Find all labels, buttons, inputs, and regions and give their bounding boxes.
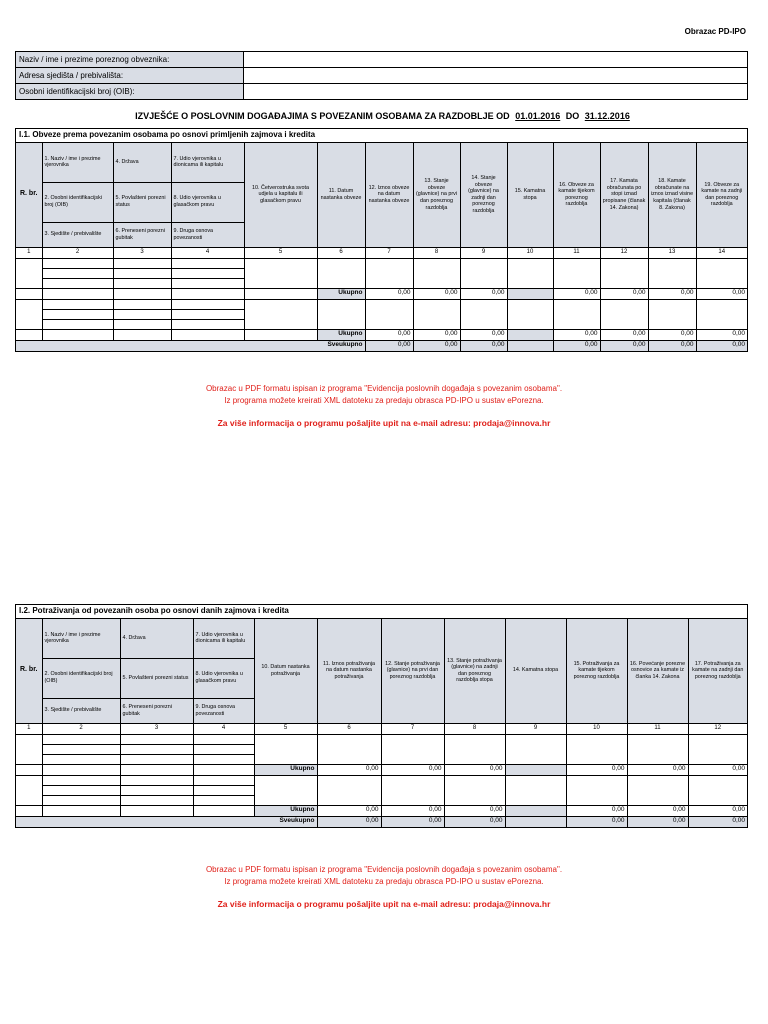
data-cell[interactable] [42, 785, 120, 795]
data-cell [505, 816, 566, 827]
subtotal-row [16, 764, 747, 775]
residence-header: 3. Sjedište / prebivalište [42, 698, 120, 723]
data-cell[interactable] [460, 299, 507, 329]
data-cell[interactable] [113, 319, 171, 329]
grand-total-value: 0,00 [627, 816, 688, 827]
subtotal-value: 0,00 [444, 764, 505, 775]
data-cell [507, 329, 553, 340]
column-number: 6 [317, 247, 365, 258]
data-cell[interactable] [42, 775, 120, 785]
column-number: 1 [16, 723, 42, 734]
col11-header: 11. Iznos potraživanja na datum nastanka potraživanja [317, 619, 381, 723]
column-number-row [16, 723, 747, 734]
column-number: 1 [16, 247, 42, 258]
data-cell [16, 329, 42, 340]
data-cell[interactable] [317, 258, 365, 288]
data-cell[interactable] [244, 258, 317, 288]
col14-header: 14. Stanje obveze (glavnice) na zadnji dan poreznog razdoblja [460, 143, 507, 247]
grand-total-value: 0,00 [365, 340, 413, 351]
data-cell [42, 288, 113, 299]
grand-total-value: 0,00 [460, 340, 507, 351]
column-number: 3 [120, 723, 193, 734]
subtotal-value: 0,00 [444, 805, 505, 816]
data-cell [193, 764, 254, 775]
taxpayer-name-field[interactable] [244, 52, 748, 68]
subtotal-value: 0,00 [648, 329, 696, 340]
subtotal-value: 0,00 [381, 805, 444, 816]
subtotal-value: 0,00 [365, 288, 413, 299]
column-number: 12 [688, 723, 747, 734]
col10-header: 10. Četverostruka svota udjela u kapitalu ili glasačkom pravu [244, 143, 317, 247]
data-cell [171, 329, 244, 340]
data-cell[interactable] [113, 299, 171, 309]
column-number: 7 [381, 723, 444, 734]
data-cell[interactable] [171, 278, 244, 288]
data-cell[interactable] [381, 775, 444, 805]
data-cell[interactable] [365, 299, 413, 329]
data-cell[interactable] [696, 258, 747, 288]
data-cell [120, 764, 193, 775]
share-capital-header: 7. Udio vjerovnika u dionicama ili kapitalu [171, 143, 244, 182]
data-cell[interactable] [507, 299, 553, 329]
column-number: 5 [244, 247, 317, 258]
data-cell[interactable] [42, 268, 113, 278]
data-cell[interactable] [171, 268, 244, 278]
column-number-row [16, 247, 747, 258]
subtotal-value: 0,00 [381, 764, 444, 775]
subtotal-value: 0,00 [627, 764, 688, 775]
grand-total-value: 0,00 [413, 340, 460, 351]
data-cell [193, 805, 254, 816]
section-receivables-heading: I.2. Potraživanja od povezanih osoba po osnovi danih zajmova i kredita [16, 605, 747, 619]
data-cell [113, 329, 171, 340]
subtotal-value: 0,00 [566, 764, 627, 775]
other-relation-header: 9. Druga osnova povezanosti [171, 222, 244, 247]
data-cell[interactable] [254, 775, 317, 805]
data-cell[interactable] [42, 734, 120, 744]
data-cell[interactable] [381, 734, 444, 764]
column-number: 4 [193, 723, 254, 734]
creditor-name-header: 1. Naziv / ime i prezime vjerovnika [42, 619, 120, 658]
grand-total-label: Sveukupno [16, 340, 365, 351]
data-cell[interactable] [42, 754, 120, 764]
data-cell [507, 340, 553, 351]
column-number: 3 [113, 247, 171, 258]
program-notice-bottom [0, 864, 768, 910]
report-title [0, 111, 768, 121]
data-cell[interactable] [254, 734, 317, 764]
data-cell [16, 805, 42, 816]
subtotal-value: 0,00 [553, 288, 600, 299]
col18-header: 18. Kamate obračunate na iznos iznad visine kapitala (članak 8. Zakona) [648, 143, 696, 247]
data-cell[interactable] [120, 785, 193, 795]
data-cell[interactable] [553, 299, 600, 329]
column-number: 7 [365, 247, 413, 258]
rb-header: R. br. [16, 619, 42, 723]
data-cell[interactable] [627, 734, 688, 764]
period-end-date: 31.12.2016 [584, 111, 630, 121]
grand-total-label: Sveukupno [16, 816, 317, 827]
data-cell [505, 805, 566, 816]
data-cell[interactable] [507, 258, 553, 288]
taxpayer-name-row [16, 52, 748, 68]
data-cell [120, 805, 193, 816]
data-cell [42, 805, 120, 816]
table-row [16, 734, 747, 744]
subtotal-value: 0,00 [627, 805, 688, 816]
subtotal-value: 0,00 [688, 764, 747, 775]
data-cell [42, 329, 113, 340]
taxpayer-id-table [15, 51, 748, 100]
notice-line: Iz programa možete kreirati XML datoteku za predaju obrasca PD-IPO u sustav ePorezna. [224, 877, 544, 886]
data-cell [42, 764, 120, 775]
data-cell [171, 288, 244, 299]
grand-total-row [16, 816, 747, 827]
subtotal-value: 0,00 [688, 805, 747, 816]
grand-total-value: 0,00 [648, 340, 696, 351]
subtotal-value: 0,00 [413, 329, 460, 340]
col15-header: 15. Potraživanja za kamate tijekom poreznog razdoblja [566, 619, 627, 723]
grand-total-value: 0,00 [600, 340, 648, 351]
data-cell [244, 288, 317, 299]
data-cell[interactable] [505, 775, 566, 805]
subtotal-value: 0,00 [317, 805, 381, 816]
notice-contact: Za više informacija o programu pošaljite upit na e-mail adresu: prodaja@innova.hr [217, 899, 551, 909]
column-number: 9 [505, 723, 566, 734]
col13-header: 13. Stanje potraživanja (glavnice) na zadnji dan poreznog razdoblja stopa [444, 619, 505, 723]
data-cell [16, 288, 42, 299]
col17-header: 17. Kamata obračunata po stopi iznad propisane (članak 14. Zakona) [600, 143, 648, 247]
subtotal-value: 0,00 [696, 288, 747, 299]
notice-line: Obrazac u PDF formatu ispisan iz programa "Evidencija poslovnih događaja s povezanim osobama". [205, 384, 563, 393]
receivables-table [16, 619, 747, 828]
data-cell[interactable] [648, 258, 696, 288]
col15-header: 15. Kamatna stopa [507, 143, 553, 247]
notice-line: Iz programa možete kreirati XML datoteku za predaju obrasca PD-IPO u sustav ePorezna. [224, 396, 544, 405]
row-number-cell[interactable] [16, 775, 42, 805]
data-cell[interactable] [444, 734, 505, 764]
data-cell[interactable] [600, 299, 648, 329]
row-number-cell[interactable] [16, 734, 42, 764]
data-cell[interactable] [553, 258, 600, 288]
grand-total-value: 0,00 [688, 816, 747, 827]
data-cell[interactable] [317, 299, 365, 329]
data-cell[interactable] [171, 319, 244, 329]
column-number: 12 [600, 247, 648, 258]
taxpayer-oib-row [16, 84, 748, 100]
notice-contact: Za više informacija o programu pošaljite upit na e-mail adresu: prodaja@innova.hr [217, 418, 551, 428]
data-cell[interactable] [113, 268, 171, 278]
share-capital-header: 7. Udio vjerovnika u dionicama ili kapitalu [193, 619, 254, 658]
column-number: 14 [696, 247, 747, 258]
data-cell[interactable] [365, 258, 413, 288]
data-cell [507, 288, 553, 299]
data-cell[interactable] [120, 775, 193, 785]
creditor-name-header: 1. Naziv / ime i prezime vjerovnika [42, 143, 113, 182]
data-cell[interactable] [566, 775, 627, 805]
data-cell[interactable] [413, 299, 460, 329]
subtotal-value: 0,00 [600, 288, 648, 299]
form-code: Obrazac PD-IPO [684, 27, 746, 36]
oib-header: 2. Osobni identifikacijski broj (OIB) [42, 658, 120, 698]
data-cell[interactable] [627, 775, 688, 805]
data-cell[interactable] [120, 734, 193, 744]
data-cell[interactable] [505, 734, 566, 764]
data-cell[interactable] [42, 278, 113, 288]
country-header: 4. Država [113, 143, 171, 182]
tax-loss-header: 6. Preneseni porezni gubitak [113, 222, 171, 247]
data-cell[interactable] [113, 278, 171, 288]
taxpayer-address-label: Adresa sjedišta / prebivališta: [16, 68, 244, 84]
tax-status-header: 5. Povlašteni porezni status [113, 182, 171, 222]
col16-header: 16. Povećanje porezne osnovice za kamate iz članka 14. Zakona [627, 619, 688, 723]
grand-total-value: 0,00 [317, 816, 381, 827]
column-number: 11 [553, 247, 600, 258]
liabilities-table [16, 143, 747, 352]
data-cell[interactable] [688, 775, 747, 805]
column-number: 5 [254, 723, 317, 734]
taxpayer-address-row [16, 68, 748, 84]
data-cell[interactable] [42, 795, 120, 805]
col13-header: 13. Stanje obveze (glavnice) na prvi dan poreznog razdoblja [413, 143, 460, 247]
data-cell[interactable] [566, 734, 627, 764]
table-row [16, 299, 747, 309]
section-receivables [15, 604, 748, 828]
table-row [16, 775, 747, 785]
data-cell[interactable] [113, 309, 171, 319]
taxpayer-oib-field[interactable] [244, 84, 748, 100]
col16-header: 16. Obveze za kamate tijekom poreznog razdoblja [553, 143, 600, 247]
column-number: 2 [42, 247, 113, 258]
tax-loss-header: 6. Preneseni porezni gubitak [120, 698, 193, 723]
data-cell [244, 329, 317, 340]
report-title-middle: DO [565, 111, 580, 121]
voting-share-header: 8. Udio vjerovnika u glasačkom pravu [171, 182, 244, 222]
subtotal-row [16, 288, 747, 299]
data-cell[interactable] [42, 258, 113, 268]
data-cell[interactable] [648, 299, 696, 329]
column-number: 4 [171, 247, 244, 258]
subtotal-value: 0,00 [460, 288, 507, 299]
data-cell[interactable] [193, 734, 254, 744]
other-relation-header: 9. Druga osnova povezanosti [193, 698, 254, 723]
subtotal-value: 0,00 [648, 288, 696, 299]
residence-header: 3. Sjedište / prebivalište [42, 222, 113, 247]
rb-header: R. br. [16, 143, 42, 247]
section-liabilities [15, 128, 748, 352]
subtotal-value: 0,00 [600, 329, 648, 340]
data-cell[interactable] [120, 744, 193, 754]
data-cell[interactable] [317, 734, 381, 764]
data-cell[interactable] [460, 258, 507, 288]
grand-total-value: 0,00 [696, 340, 747, 351]
taxpayer-address-field[interactable] [244, 68, 748, 84]
subtotal-value: 0,00 [317, 764, 381, 775]
data-cell[interactable] [413, 258, 460, 288]
subtotal-value: 0,00 [553, 329, 600, 340]
data-cell[interactable] [171, 299, 244, 309]
section-liabilities-heading: I.1. Obveze prema povezanim osobama po osnovi primljenih zajmova i kredita [16, 129, 747, 143]
data-cell[interactable] [317, 775, 381, 805]
program-notice [0, 383, 768, 429]
col12-header: 12. Stanje potraživanja (glavnice) na prvi dan poreznog razdoblja [381, 619, 444, 723]
country-header: 4. Država [120, 619, 193, 658]
data-cell [505, 764, 566, 775]
data-cell[interactable] [193, 795, 254, 805]
table-row [16, 258, 747, 268]
data-cell[interactable] [171, 258, 244, 268]
col12-header: 12. Iznos obveze na datum nastanka obveze [365, 143, 413, 247]
data-cell[interactable] [113, 258, 171, 268]
data-cell[interactable] [193, 785, 254, 795]
subtotal-label: Ukupno [254, 764, 317, 775]
grand-total-row [16, 340, 747, 351]
voting-share-header: 8. Udio vjerovnika u glasačkom pravu [193, 658, 254, 698]
grand-total-value: 0,00 [553, 340, 600, 351]
taxpayer-oib-label: Osobni identifikacijski broj (OIB): [16, 84, 244, 100]
subtotal-value: 0,00 [413, 288, 460, 299]
data-cell [113, 288, 171, 299]
data-cell[interactable] [193, 775, 254, 785]
data-cell[interactable] [244, 299, 317, 329]
subtotal-label: Ukupno [317, 288, 365, 299]
column-number: 8 [444, 723, 505, 734]
subtotal-value: 0,00 [696, 329, 747, 340]
col19-header: 19. Obveze za kamate na zadnji dan poreznog razdoblja [696, 143, 747, 247]
column-number: 6 [317, 723, 381, 734]
data-cell[interactable] [193, 754, 254, 764]
data-cell[interactable] [600, 258, 648, 288]
col10-header: 10. Datum nastanka potraživanja [254, 619, 317, 723]
period-start-date: 01.01.2016 [515, 111, 561, 121]
grand-total-value: 0,00 [444, 816, 505, 827]
column-number: 8 [413, 247, 460, 258]
subtotal-row [16, 329, 747, 340]
data-cell[interactable] [42, 319, 113, 329]
subtotal-label: Ukupno [317, 329, 365, 340]
data-cell[interactable] [696, 299, 747, 329]
subtotal-value: 0,00 [365, 329, 413, 340]
data-cell[interactable] [444, 775, 505, 805]
subtotal-value: 0,00 [460, 329, 507, 340]
data-cell[interactable] [120, 754, 193, 764]
taxpayer-name-label: Naziv / ime i prezime poreznog obveznika: [16, 52, 244, 68]
column-number: 13 [648, 247, 696, 258]
subtotal-label: Ukupno [254, 805, 317, 816]
tax-status-header: 5. Povlašteni porezni status [120, 658, 193, 698]
data-cell[interactable] [193, 744, 254, 754]
notice-line: Obrazac u PDF formatu ispisan iz programa "Evidencija poslovnih događaja s povezanim osobama". [205, 865, 563, 874]
data-cell[interactable] [171, 309, 244, 319]
row-number-cell[interactable] [16, 258, 42, 288]
subtotal-row [16, 805, 747, 816]
report-title-prefix: IZVJEŠĆE O POSLOVNIM DOGAĐAJIMA S POVEZANIM OSOBAMA ZA RAZDOBLJE OD [135, 111, 510, 121]
column-number: 9 [460, 247, 507, 258]
data-cell[interactable] [688, 734, 747, 764]
col17-header: 17. Potraživanja za kamate na zadnji dan poreznog razdoblja [688, 619, 747, 723]
data-cell[interactable] [120, 795, 193, 805]
column-number: 10 [566, 723, 627, 734]
grand-total-value: 0,00 [381, 816, 444, 827]
oib-header: 2. Osobni identifikacijski broj (OIB) [42, 182, 113, 222]
subtotal-value: 0,00 [566, 805, 627, 816]
data-cell[interactable] [42, 744, 120, 754]
row-number-cell[interactable] [16, 299, 42, 329]
data-cell[interactable] [42, 299, 113, 309]
column-number: 11 [627, 723, 688, 734]
grand-total-value: 0,00 [566, 816, 627, 827]
column-number: 10 [507, 247, 553, 258]
col14-header: 14. Kamatna stopa [505, 619, 566, 723]
data-cell [16, 764, 42, 775]
data-cell[interactable] [42, 309, 113, 319]
col11-header: 11. Datum nastanka obveze [317, 143, 365, 247]
column-number: 2 [42, 723, 120, 734]
